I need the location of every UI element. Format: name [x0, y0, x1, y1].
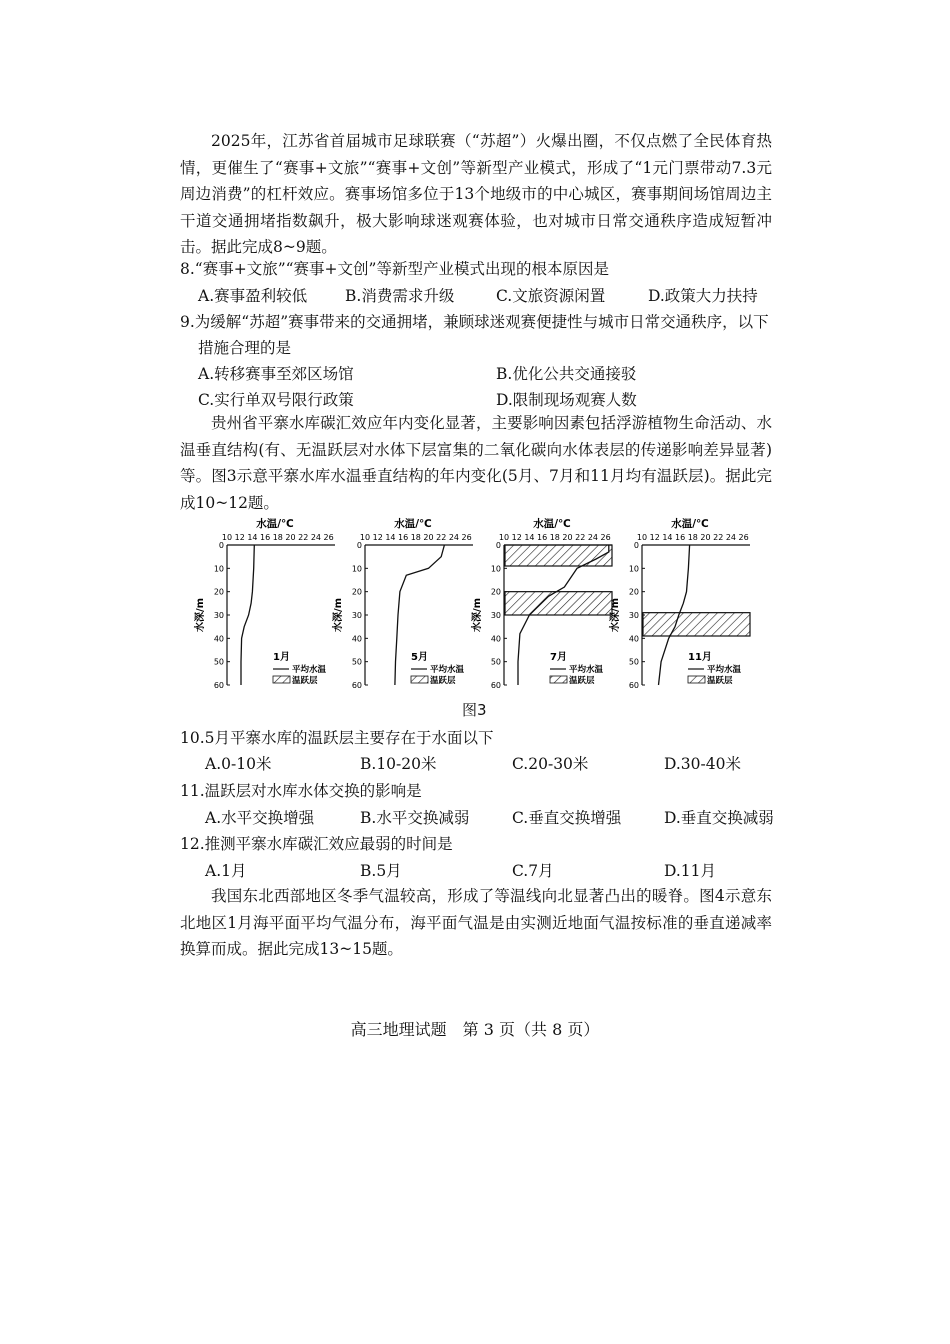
y-tick-label: 10 — [628, 564, 639, 574]
y-tick-label: 20 — [351, 587, 362, 597]
legend-thermocline-label: 温跃层 — [292, 676, 318, 686]
x-tick-label: 14 — [385, 533, 396, 542]
y-tick-label: 40 — [351, 634, 362, 644]
x-tick-label: 18 — [410, 533, 421, 542]
y-tick-label: 0 — [495, 541, 501, 550]
x-tick-label: 16 — [537, 533, 548, 542]
axis-title-depth: 水深/m — [610, 597, 621, 633]
q9-option-c: C.实行单双号限行政策 — [198, 391, 354, 409]
q12-option-b: B.5月 — [360, 862, 402, 880]
x-tick-label: 26 — [323, 533, 334, 542]
x-tick-label: 16 — [398, 533, 409, 542]
question-8-stem: 8.“赛事+文旅”“赛事+文创”等新型产业模式出现的根本原因是 — [180, 260, 609, 278]
q12-option-d: D.11月 — [664, 862, 717, 880]
q10-option-a: A.0-10米 — [205, 755, 272, 773]
x-tick-label: 26 — [600, 533, 611, 542]
y-tick-label: 50 — [628, 657, 639, 667]
x-tick-label: 12 — [649, 533, 660, 542]
q8-option-b: B.消费需求升级 — [345, 287, 455, 305]
y-tick-label: 30 — [351, 611, 362, 620]
y-tick-label: 30 — [628, 611, 639, 620]
y-tick-label: 10 — [351, 564, 362, 574]
x-tick-label: 22 — [713, 533, 724, 542]
legend-hatch-swatch — [688, 676, 705, 683]
x-tick-label: 24 — [725, 533, 737, 542]
axis-title-temperature: 水温/℃ — [533, 518, 571, 530]
page-footer: 高三地理试题 第 3 页（共 8 页） — [350, 1020, 600, 1039]
y-tick-label: 40 — [213, 634, 224, 644]
legend-mean-temp-label: 平均水温 — [707, 665, 742, 675]
month-label: 7月 — [550, 652, 567, 663]
y-tick-label: 20 — [213, 587, 224, 597]
axis-title-temperature: 水温/℃ — [671, 518, 709, 530]
y-tick-label: 0 — [633, 541, 639, 550]
y-tick-label: 0 — [356, 541, 362, 550]
q10-option-d: D.30-40米 — [664, 755, 741, 773]
question-9-stem-cont: 措施合理的是 — [198, 339, 292, 357]
thermocline-band — [505, 545, 612, 566]
legend-mean-temp-label: 平均水温 — [569, 665, 604, 675]
legend-thermocline-label: 温跃层 — [707, 676, 733, 686]
legend-hatch-swatch — [550, 676, 567, 683]
thermocline-band — [643, 613, 750, 636]
month-label: 1月 — [273, 652, 290, 663]
y-tick-label: 50 — [351, 657, 362, 667]
legend-hatch-swatch — [273, 676, 290, 683]
passage-sports-league: 2025年，江苏省首届城市足球联赛（“苏超”）火爆出圈，不仅点燃了全民体育热情，更催生了“赛事+文旅”“赛事+文创”等新型产业模式，形成了“1元门票带动7.3元周边消费”的杠杆效应。赛事场馆多位于13个地级市的中心城区，赛事期间场馆周边主干道交通拥堵指数飙升，极大影响球迷观赛体验，也对城市日常交通秩序造成短暂冲击。据此完成8~9题。 — [180, 132, 772, 257]
y-tick-label: 40 — [490, 634, 501, 644]
axis-title-depth: 水深/m — [195, 597, 206, 633]
mean-temperature-line — [395, 545, 445, 685]
x-tick-label: 10 — [636, 533, 648, 542]
y-tick-label: 30 — [490, 611, 501, 620]
q12-option-a: A.1月 — [205, 862, 247, 880]
month-label: 11月 — [688, 652, 712, 663]
q9-option-a: A.转移赛事至郊区场馆 — [198, 365, 354, 383]
x-tick-label: 14 — [662, 533, 673, 542]
question-11-stem: 11.温跃层对水库水体交换的影响是 — [180, 782, 422, 800]
y-tick-label: 50 — [213, 657, 224, 667]
question-10-stem: 10.5月平寨水库的温跃层主要存在于水面以下 — [180, 729, 494, 747]
x-tick-label: 26 — [738, 533, 749, 542]
x-tick-label: 24 — [448, 533, 460, 542]
q11-option-a: A.水平交换增强 — [205, 809, 315, 827]
q8-option-d: D.政策大力扶持 — [648, 287, 758, 305]
x-tick-label: 24 — [310, 533, 322, 542]
question-12-stem: 12.推测平寨水库碳汇效应最弱的时间是 — [180, 835, 453, 853]
legend-hatch-swatch — [411, 676, 428, 683]
x-tick-label: 16 — [675, 533, 686, 542]
y-tick-label: 50 — [490, 657, 501, 667]
x-tick-label: 10 — [498, 533, 510, 542]
question-9-stem: 9.为缓解“苏超”赛事带来的交通拥堵，兼顾球迷观赛便捷性与城市日常交通秩序，以下 — [180, 313, 769, 331]
x-tick-label: 22 — [298, 533, 309, 542]
y-tick-label: 10 — [213, 564, 224, 574]
y-tick-label: 60 — [490, 681, 501, 690]
y-tick-label: 20 — [490, 587, 501, 597]
q11-option-b: B.水平交换减弱 — [360, 809, 470, 827]
legend-mean-temp-label: 平均水温 — [292, 665, 327, 675]
q11-option-c: C.垂直交换增强 — [512, 809, 622, 827]
q10-option-c: C.20-30米 — [512, 755, 589, 773]
x-tick-label: 12 — [511, 533, 522, 542]
x-tick-label: 24 — [587, 533, 599, 542]
axis-title-depth: 水深/m — [333, 597, 344, 633]
y-tick-label: 40 — [628, 634, 639, 644]
x-tick-label: 10 — [359, 533, 371, 542]
x-tick-label: 20 — [700, 533, 711, 542]
q8-option-c: C.文旅资源闲置 — [496, 287, 606, 305]
axis-title-temperature: 水温/℃ — [394, 518, 432, 530]
y-tick-label: 20 — [628, 587, 639, 597]
x-tick-label: 16 — [260, 533, 271, 542]
axis-title-temperature: 水温/℃ — [256, 518, 294, 530]
mean-temperature-line — [241, 545, 254, 685]
x-tick-label: 22 — [436, 533, 447, 542]
legend-thermocline-label: 温跃层 — [569, 676, 595, 686]
x-tick-label: 14 — [247, 533, 258, 542]
figure-3-water-temperature — [190, 512, 810, 702]
y-tick-label: 30 — [213, 611, 224, 620]
y-tick-label: 60 — [213, 681, 224, 690]
x-tick-label: 20 — [423, 533, 434, 542]
x-tick-label: 18 — [272, 533, 283, 542]
q12-option-c: C.7月 — [512, 862, 554, 880]
q9-option-b: B.优化公共交通接驳 — [496, 365, 637, 383]
x-tick-label: 14 — [524, 533, 535, 542]
y-tick-label: 0 — [218, 541, 224, 550]
axis-title-depth: 水深/m — [472, 597, 483, 633]
x-tick-label: 26 — [461, 533, 472, 542]
y-tick-label: 60 — [628, 681, 639, 690]
passage-reservoir: 贵州省平寨水库碳汇效应年内变化显著，主要影响因素包括浮游植物生命活动、水温垂直结构(有、无温跃层对水体下层富集的二氧化碳向水体表层的传递影响差异显著)等。图3示意平寨水库水温垂直结构的年内变化(5月、7月和11月均有温跃层)。据此完成10~12题。 — [180, 414, 772, 512]
figure-3-caption: 图3 — [462, 701, 487, 719]
x-tick-label: 20 — [562, 533, 573, 542]
legend-mean-temp-label: 平均水温 — [430, 665, 465, 675]
q11-option-d: D.垂直交换减弱 — [664, 809, 774, 827]
x-tick-label: 18 — [549, 533, 560, 542]
month-label: 5月 — [411, 652, 428, 663]
legend-thermocline-label: 温跃层 — [430, 676, 456, 686]
x-tick-label: 10 — [221, 533, 233, 542]
passage-northeast-climate: 我国东北西部地区冬季气温较高，形成了等温线向北显著凸出的暖脊。图4示意东北地区1月海平面平均气温分布，海平面气温是由实测近地面气温按标准的垂直递减率换算而成。据此完成13~15题。 — [180, 887, 772, 959]
x-tick-label: 20 — [285, 533, 296, 542]
q10-option-b: B.10-20米 — [360, 755, 437, 773]
x-tick-label: 12 — [372, 533, 383, 542]
x-tick-label: 12 — [234, 533, 245, 542]
x-tick-label: 18 — [687, 533, 698, 542]
x-tick-label: 22 — [575, 533, 586, 542]
y-tick-label: 60 — [351, 681, 362, 690]
thermocline-band — [505, 592, 612, 615]
q8-option-a: A.赛事盈利较低 — [198, 287, 308, 305]
y-tick-label: 10 — [490, 564, 501, 574]
q9-option-d: D.限制现场观赛人数 — [496, 391, 637, 409]
